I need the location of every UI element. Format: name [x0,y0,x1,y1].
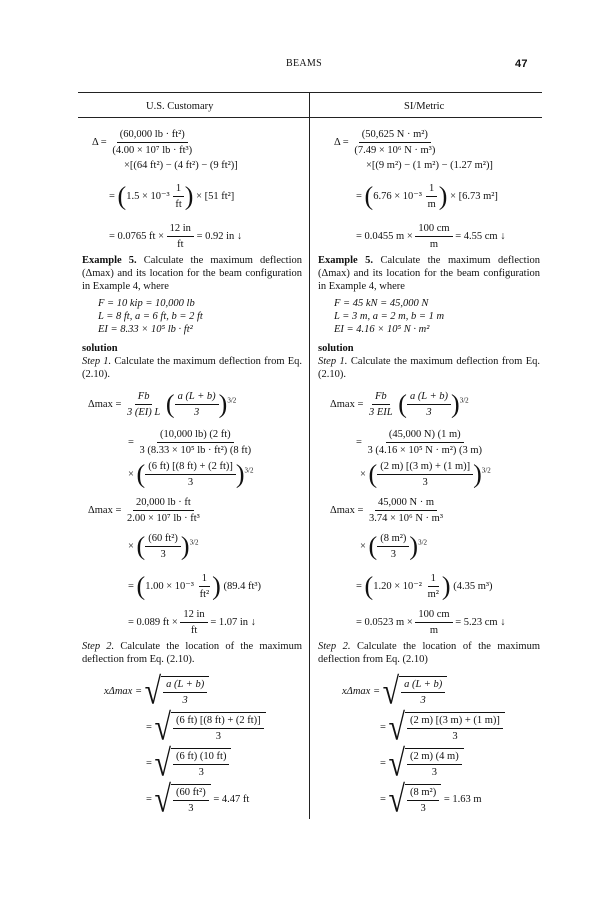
dmax-equation-4-si: Δmax = $\frac{45,000 N \cdot m}{\text{3.74 × 10⁶ N · m³}}$ [330,497,443,524]
step-2-text: Step 2. Calculate the location of the maximum deflection from Eq. (2.10). [82,641,303,665]
dmax-equation-6: = (1.00 × 10⁻³ $\frac{1}{\text{ft²}}$ ) (89.4 ft³) [128,571,262,601]
column-heading-us: U.S. Customary [146,101,214,112]
dmax-equation-3-si: × ( $\frac{(2 m) [(3 m) + (1 m)]}{3}$ )$^{3/2}$ [360,459,491,489]
step-2-text-si: Step 2. Calculate the location of the maximum deflection from Eq. (2.10) [318,641,541,665]
x-equation-4: = √ $\frac{\text{(60 ft²)}}{3}$ = 4.47 ft [146,778,250,820]
delta-equation-4: = 0.0765 ft × $\frac{12 in}{ft}$ = 0.92 in ↓ [109,223,243,250]
dmax-equation-7: = 0.089 ft × $\frac{12 in}{ft}$ = 1.07 in ↓ [128,609,256,636]
dmax-equation-5-si: × ( $\frac{\text{(8 m²)}}{3}$ )$^{3/2}$ [360,531,428,561]
table-top-rule [78,92,542,93]
dmax-equation-1: Δmax = $\frac{Fb}{3 (EI) L}$ ( $\frac{a (L + b)}{3}$ )$^{3/2}$ [88,389,237,419]
dmax-equation-4: Δmax = $\frac{20,000 lb \cdot ft}{\text{2.00 × 10⁷ lb · ft³}}$ [88,497,200,524]
x-equation-4-si: = √ $\frac{\text{(8 m²)}}{3}$ = 1.63 m [380,778,482,820]
dmax-equation-2: = $\frac{(10,000 lb) (2 ft)}{\text{3 (8.33 × 10⁵ lb · ft²) (8 ft)}}$ [128,429,252,456]
x-equation-2: = √ $\frac{(6 ft) [(8 ft) + (2 ft)]}{3}$ [146,712,266,743]
delta-equation-3: = (1.5 × 10⁻³ $\frac{1}{ft}$ ) × [51 ft²] [109,181,235,211]
x-equation-1: xΔmax = √ $\frac{a (L + b)}{3}$ [104,676,209,707]
delta-equation-2: ×[(64 ft²) − (4 ft²) − (9 ft²)] [124,160,238,171]
given-values-si: F = 45 kN = 45,000 N L = 3 m, a = 2 m, b = 1 m EI = 4.16 × 10⁵ N · m² [334,298,445,335]
delta-equation-4-si: = 0.0455 m × $\frac{100 cm}{m}$ = 4.55 cm ↓ [356,223,506,250]
dmax-equation-3: × ( $\frac{(6 ft) [(8 ft) + (2 ft)]}{3}$ )$^{3/2}$ [128,459,254,489]
dmax-equation-1-si: Δmax = $\frac{Fb}{\text{3 EIL}}$ ( $\frac{a (L + b)}{3}$ )$^{3/2}$ [330,389,469,419]
column-heading-si: SI/Metric [404,101,445,112]
page-number: 47 [515,58,528,70]
delta-equation-1-si: Δ = $\frac{\text{(50,625 N · m²)}}{\text{(7.49 × 10⁶ N · m³)}}$ [334,129,436,156]
x-equation-1-si: xΔmax = √ $\frac{a (L + b)}{3}$ [342,676,447,707]
table-header-rule [78,117,542,118]
dmax-equation-2-si: = $\frac{(45,000 N) (1 m)}{\text{3 (4.16 × 10⁵ N · m²) (3 m)}}$ [356,429,483,456]
running-header: BEAMS [286,58,322,69]
delta-equation-1: Δ = $\frac{\text{(60,000 lb · ft²)}}{\text{(4.00 × 10⁷ lb · ft³)}}$ [92,129,193,156]
step-1-text: Step 1. Calculate the maximum deflection from Eq. (2.10). [82,356,302,380]
x-equation-2-si: = √ $\frac{(2 m) [(3 m) + (1 m)]}{3}$ [380,712,505,743]
solution-label: solution [82,343,118,354]
delta-equation-2-si: ×[(9 m²) − (1 m²) − (1.27 m²)] [366,160,493,171]
given-values: F = 10 kip = 10,000 lb L = 8 ft, a = 6 ft, b = 2 ft EI = 8.33 × 10⁵ lb · ft² [98,298,203,335]
dmax-equation-6-si: = (1.20 × 10⁻² $\frac{1}{\text{m²}}$ ) (4.35 m³) [356,571,493,601]
dmax-equation-7-si: = 0.0523 m × $\frac{100 cm}{m}$ = 5.23 cm ↓ [356,609,506,636]
x-equation-3-si: = √ $\frac{(2 m) (4 m)}{3}$ [380,748,464,779]
column-divider [309,92,310,819]
solution-label-si: solution [318,343,354,354]
example-5-intro-si: Example 5. Calculate the maximum deflection (Δmax) and its location for the beam configuration in Example 4, where [318,255,540,292]
example-5-intro: Example 5. Calculate the maximum deflection (Δmax) and its location for the beam configuration in Example 4, where [82,255,302,292]
delta-equation-3-si: = (6.76 × 10⁻³ $\frac{1}{m}$ ) × [6.73 m²] [356,181,498,211]
x-equation-3: = √ $\frac{(6 ft) (10 ft)}{3}$ [146,748,231,779]
step-1-text-si: Step 1. Calculate the maximum deflection from Eq. (2.10). [318,356,541,380]
dmax-equation-5: × ( $\frac{\text{(60 ft²)}}{3}$ )$^{3/2}$ [128,531,199,561]
